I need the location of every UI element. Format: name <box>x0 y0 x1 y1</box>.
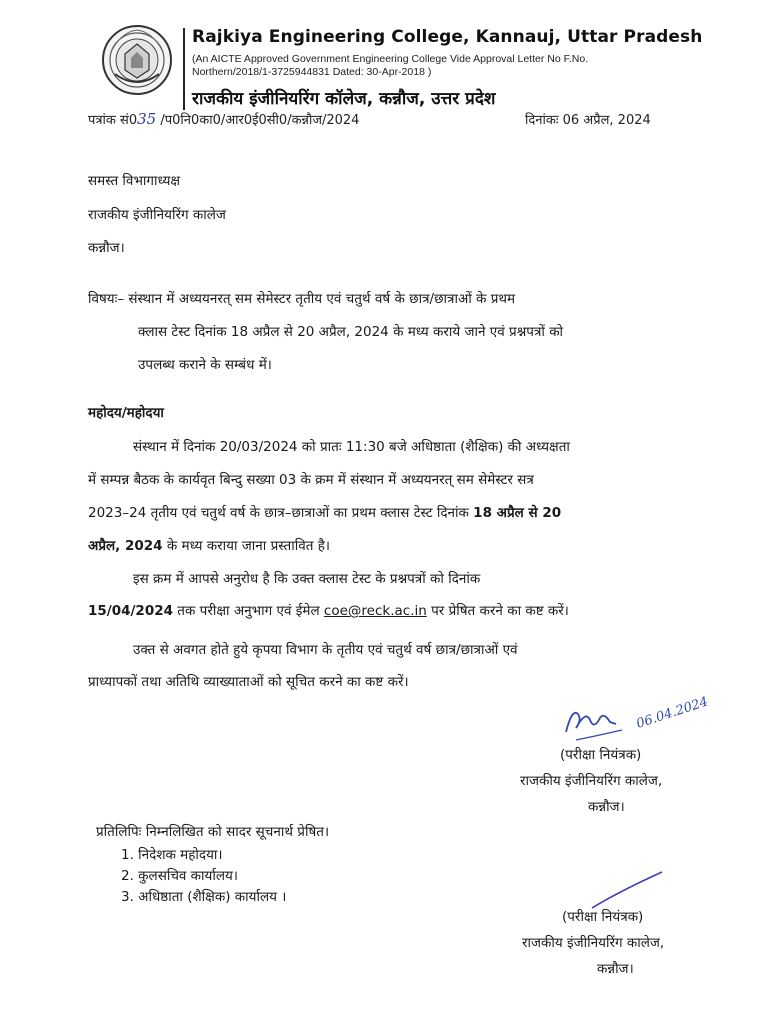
recipient-line: राजकीय इंजीनियरिंग कालेज <box>88 207 226 223</box>
recipient-line: कन्नौज। <box>88 240 125 256</box>
body-line: 15/04/2024 तक परीक्षा अनुभाग एवं ईमेल coe@reck.ac.in पर प्रेषित करने का कष्ट करें। <box>88 603 569 619</box>
college-name-english: Rajkiya Engineering College, Kannauj, Uttar Pradesh <box>192 27 703 47</box>
subject-line: उपलब्ध कराने के सम्बंध में। <box>138 357 272 373</box>
email-link[interactable]: coe@reck.ac.in <box>323 603 427 619</box>
subject-line: विषयः– संस्थान में अध्ययनरत् सम सेमेस्टर तृतीय एवं चतुर्थ वर्ष के छात्र/छात्राओं के प्रथम <box>88 291 516 307</box>
handwritten-number: 35 <box>137 110 157 128</box>
copy-heading: प्रतिलिपिः निम्नलिखित को सादर सूचनार्थ प्रेषित। <box>96 824 330 840</box>
signature-1 <box>556 684 726 754</box>
copy-item: 1. निदेशक महोदया। <box>121 847 223 863</box>
recipient-line: समस्त विभागाध्यक्ष <box>88 173 181 189</box>
college-logo <box>101 24 173 96</box>
body-line: संस्थान में दिनांक 20/03/2024 को प्रातः 11:30 बजे अधिष्ठाता (शैक्षिक) की अध्यक्षता <box>133 439 570 455</box>
subject-line: क्लास टेस्ट दिनांक 18 अप्रैल से 20 अप्रैल, 2024 के मध्य कराये जाने एवं प्रश्नपत्रों को <box>138 324 564 340</box>
body-line: 2023–24 तृतीय एवं चतुर्थ वर्ष के छात्र–छात्राओं का प्रथम क्लास टेस्ट दिनांक 18 अप्रैल से 20 <box>88 505 562 521</box>
signatory-designation: (परीक्षा नियंत्रक) <box>562 909 644 925</box>
copy-item: 3. अधिष्ठाता (शैक्षिक) कार्यालय । <box>121 889 287 905</box>
body-line: अप्रैल, 2024 के मध्य कराया जाना प्रस्तावित है। <box>88 538 330 554</box>
svg-text:06.04.2024: 06.04.2024 <box>634 694 711 732</box>
college-name-hindi: राजकीय इंजीनियरिंग कॉलेज, कन्नौज, उत्तर प्रदेश <box>192 89 496 109</box>
header-divider <box>183 28 185 110</box>
body-line: में सम्पन्न बैठक के कार्यवृत बिन्दु सख्या 03 के क्रम में संस्थान में अध्ययनरत् सम सेमेस्टर सत्र <box>88 472 534 488</box>
body-line: इस क्रम में आपसे अनुरोध है कि उक्त क्लास टेस्ट के प्रश्नपत्रों को दिनांक <box>133 571 481 587</box>
signatory-designation: (परीक्षा नियंत्रक) <box>560 747 642 763</box>
body-line: उक्त से अवगत होते हुये कृपया विभाग के तृतीय एवं चतुर्थ वर्ष छात्र/छात्राओं एवं <box>133 642 518 658</box>
signatory-org: राजकीय इंजीनियरिंग कालेज, <box>520 773 663 789</box>
letter-date: दिनांकः 06 अप्रैल, 2024 <box>525 113 651 128</box>
copy-item: 2. कुलसचिव कार्यालय। <box>121 868 238 884</box>
signatory-org: राजकीय इंजीनियरिंग कालेज, <box>522 935 665 951</box>
salutation: महोदय/महोदया <box>88 405 164 421</box>
signatory-place: कन्नौज। <box>597 961 634 977</box>
approval-note: (An AICTE Approved Government Engineering College Vide Approval Letter No F.No. Northern/2018/1-3725944831 Dated: 30-Apr-2018 ) <box>192 53 589 78</box>
body-line: प्राध्यापकों तथा अतिथि व्याख्याताओं को सूचित करने का कष्ट करें। <box>88 674 409 690</box>
signatory-place: कन्नौज। <box>588 799 625 815</box>
reference-number: पत्रांक सं035 /प0नि0का0/आर0ई0सी0/कन्नौज/2024 <box>88 110 360 128</box>
